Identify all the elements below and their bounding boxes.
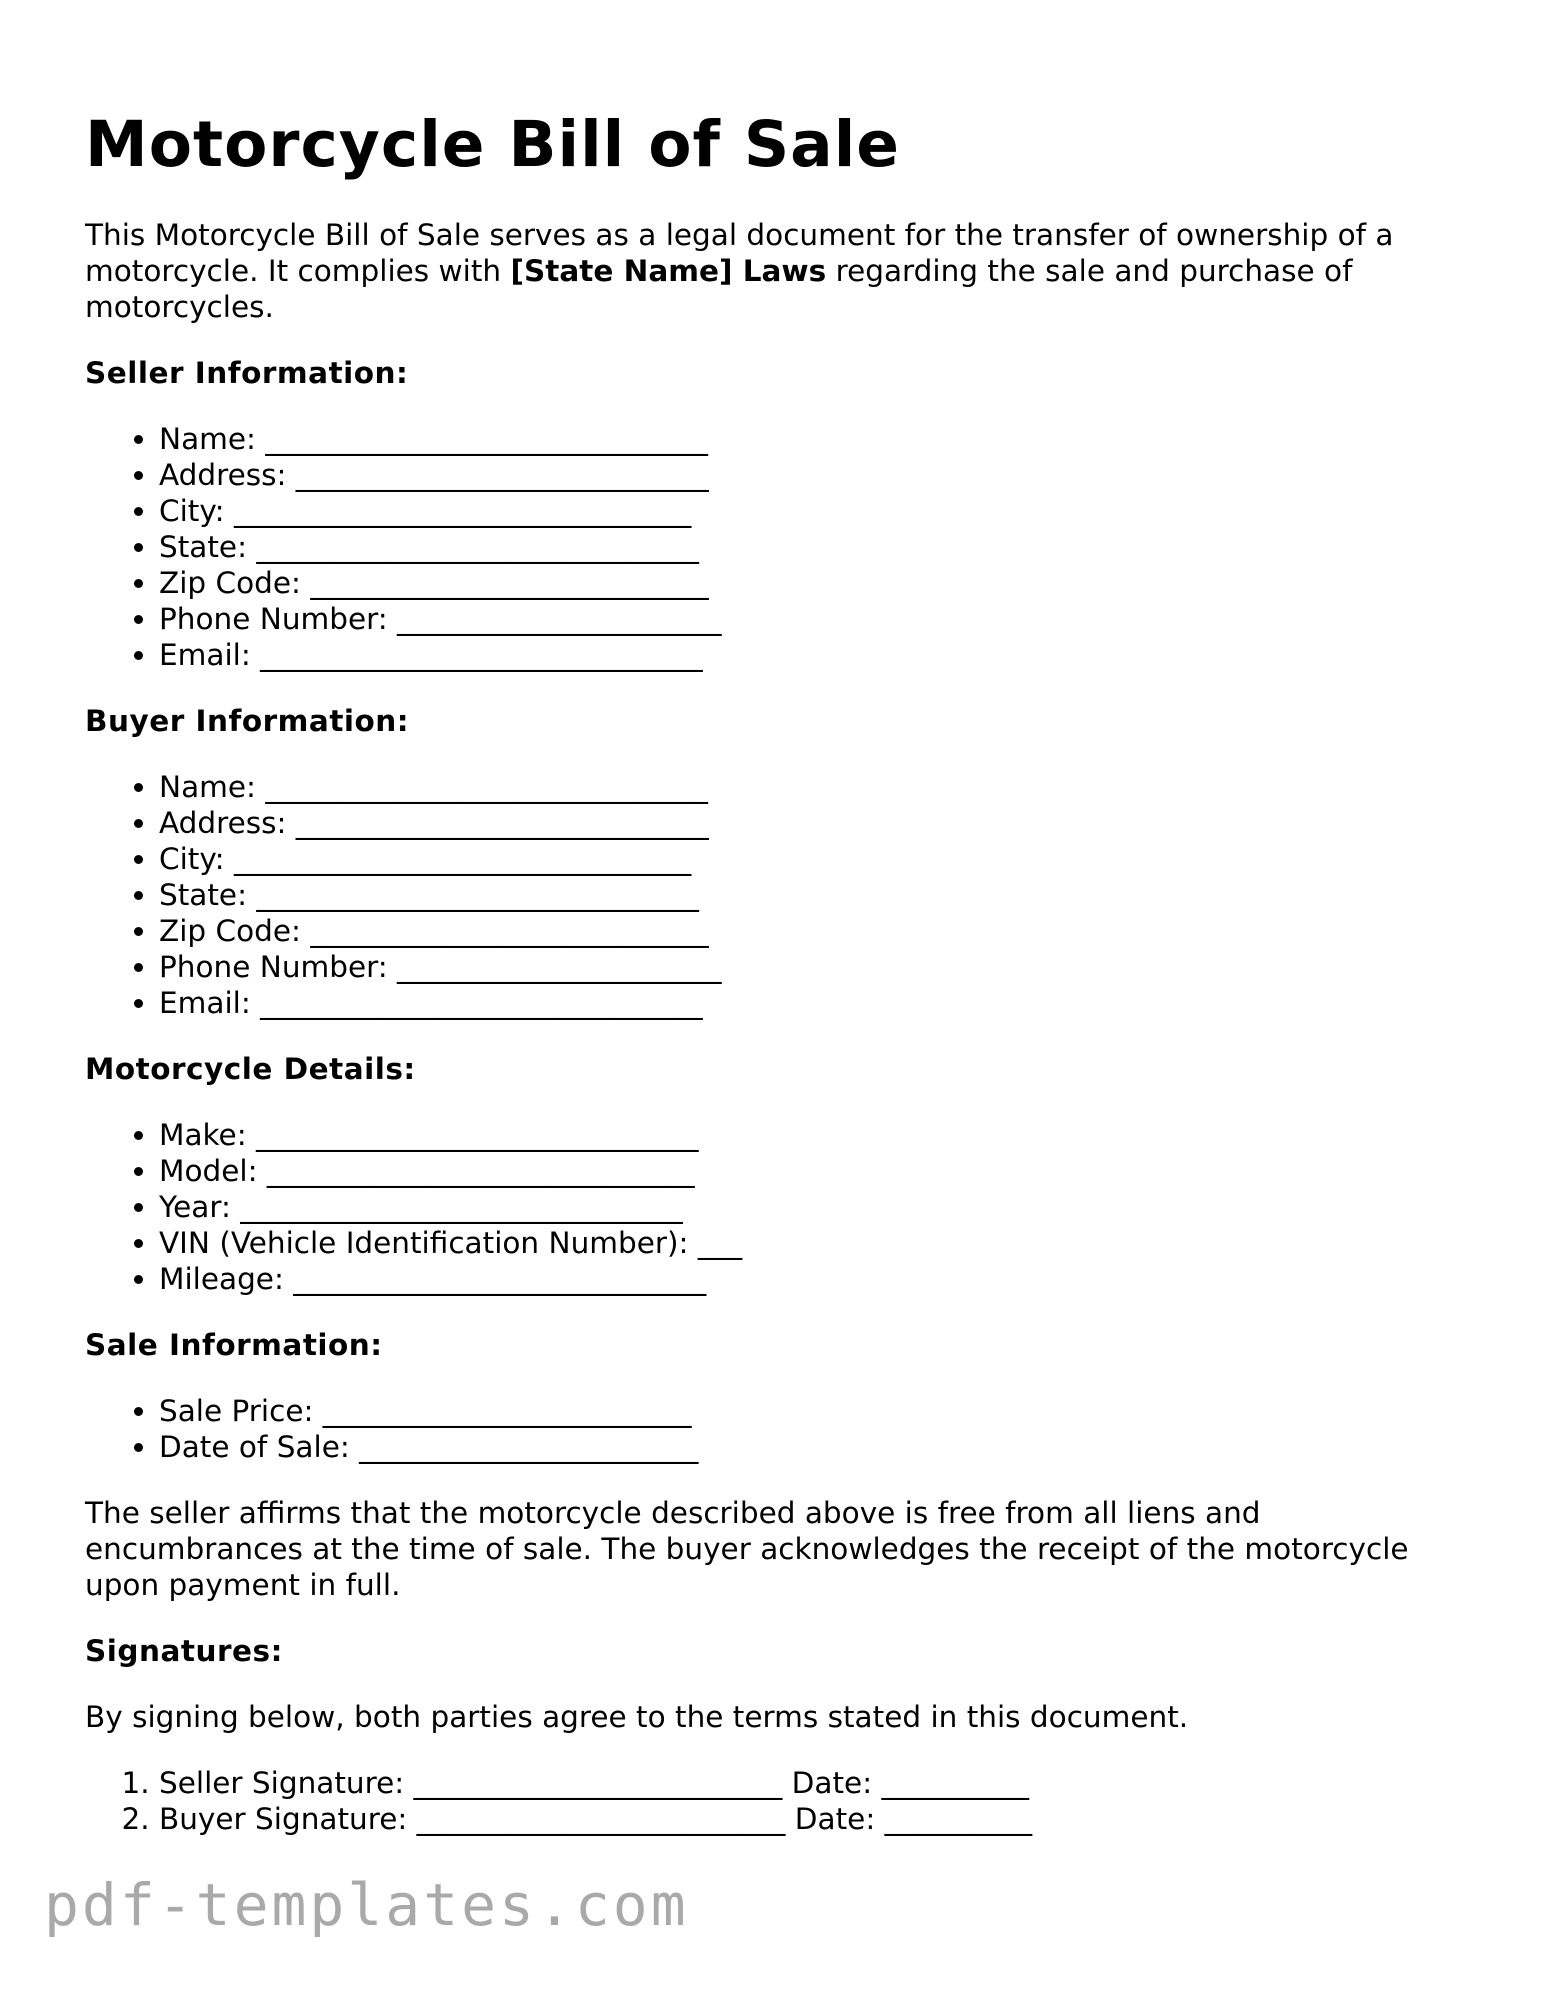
watermark: pdf-templates.com — [44, 1871, 689, 1939]
seller-address-field: • Address: ____________________________ — [159, 457, 1465, 493]
motorcycle-heading: Motorcycle Details: — [85, 1052, 416, 1086]
motorcycle-mileage-field: • Mileage: ____________________________ — [159, 1261, 1465, 1297]
affirmation-paragraph: The seller affirms that the motorcycle described above is free from all liens and encumbrances at the time of sale. The buyer acknowledges the receipt of the motorcycle upon payment in full. — [85, 1496, 1409, 1602]
document-page — [85, 105, 1465, 1837]
sale-heading: Sale Information: — [85, 1328, 383, 1362]
buyer-zip-field: • Zip Code: ___________________________ — [159, 913, 1465, 949]
buyer-name-field: • Name: ______________________________ — [159, 769, 1465, 805]
seller-list — [85, 421, 1465, 673]
buyer-email-field: • Email: ______________________________ — [159, 985, 1465, 1021]
seller-state-field: • State: ______________________________ — [159, 529, 1465, 565]
sale-date-field: • Date of Sale: _______________________ — [159, 1429, 1465, 1465]
motorcycle-model-field: • Model: _____________________________ — [159, 1153, 1465, 1189]
sale-list — [85, 1393, 1465, 1465]
page-title: Motorcycle Bill of Sale — [85, 108, 901, 181]
seller-city-field: • City: _______________________________ — [159, 493, 1465, 529]
buyer-list — [85, 769, 1465, 1021]
intro-paragraph — [85, 217, 1465, 325]
seller-name-field: • Name: ______________________________ — [159, 421, 1465, 457]
buyer-state-field: • State: ______________________________ — [159, 877, 1465, 913]
sale-price-field: • Sale Price: _________________________ — [159, 1393, 1465, 1429]
seller-heading: Seller Information: — [85, 356, 409, 390]
signatures-list — [85, 1765, 1465, 1837]
motorcycle-vin-field: • VIN (Vehicle Identification Number): ___ — [159, 1225, 1465, 1261]
motorcycle-make-field: • Make: ______________________________ — [159, 1117, 1465, 1153]
motorcycle-list — [85, 1117, 1465, 1297]
intro-text-before: This Motorcycle Bill of Sale serves as a legal document for the transfer of ownership of a motorcycle. It complies with — [85, 218, 1394, 288]
buyer-city-field: • City: _______________________________ — [159, 841, 1465, 877]
buyer-heading: Buyer Information: — [85, 704, 410, 738]
buyer-phone-field: • Phone Number: ______________________ — [159, 949, 1465, 985]
buyer-address-field: • Address: ____________________________ — [159, 805, 1465, 841]
intro-state-laws: [State Name] Laws — [510, 254, 827, 288]
seller-signature-line: 1. Seller Signature: _________________________ Date: __________ — [159, 1765, 1465, 1801]
signatures-statement: By signing below, both parties agree to the terms stated in this document. — [85, 1700, 1189, 1734]
seller-email-field: • Email: ______________________________ — [159, 637, 1465, 673]
buyer-signature-line: 2. Buyer Signature: _________________________ Date: __________ — [159, 1801, 1465, 1837]
signatures-heading: Signatures: — [85, 1634, 283, 1668]
seller-zip-field: • Zip Code: ___________________________ — [159, 565, 1465, 601]
motorcycle-year-field: • Year: ______________________________ — [159, 1189, 1465, 1225]
intro-text-after: regarding the sale and purchase of motorcycles. — [85, 254, 1353, 324]
seller-phone-field: • Phone Number: ______________________ — [159, 601, 1465, 637]
